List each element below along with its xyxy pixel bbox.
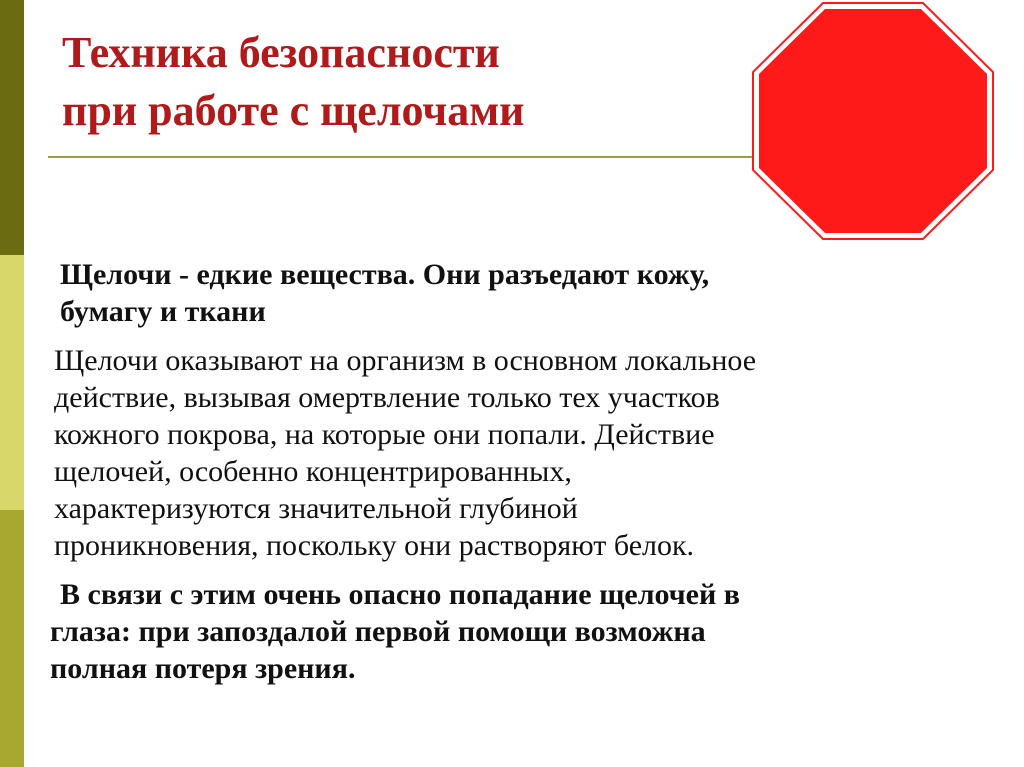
body-line-6: проникновения, поскольку они растворяют белок. (54, 529, 695, 562)
body-line-1: Щелочи оказывают на организм в основном локальное (54, 344, 757, 377)
sidebar-stripe-mid (0, 510, 24, 767)
title-divider (48, 156, 760, 158)
body-line-3: кожного покрова, на которые они попали. Действие (54, 418, 715, 451)
slide-title (62, 24, 722, 140)
body-line-5: характеризуются значительной глубиной (54, 492, 578, 525)
sidebar-stripe-dark (0, 0, 24, 255)
slide-body (50, 256, 1000, 687)
warning-line-3: полная потеря зрения. (50, 652, 356, 685)
body-line-2: действие, вызывая омертвление только тех участков (54, 381, 720, 414)
stop-sign-icon (752, 2, 994, 240)
slide-title-line-2: при работе с щелочами (62, 86, 525, 135)
body-paragraph (50, 342, 1000, 564)
warning-line-2: глаза: при запоздалой первой помощи возможна (50, 615, 706, 648)
slide-title-line-1: Техника безопасности (62, 28, 500, 77)
sidebar-stripe-light (0, 255, 24, 510)
intro-line-2: бумагу и ткани (60, 295, 266, 328)
intro-line-1: Щелочи - едкие вещества. Они разъедают кожу, (60, 258, 710, 291)
warning-paragraph (50, 576, 1000, 687)
intro-paragraph (50, 256, 1000, 330)
body-line-4: щелочей, особенно концентрированных, (54, 455, 572, 488)
warning-line-1: В связи с этим очень опасно попадание щелочей в (60, 578, 740, 611)
